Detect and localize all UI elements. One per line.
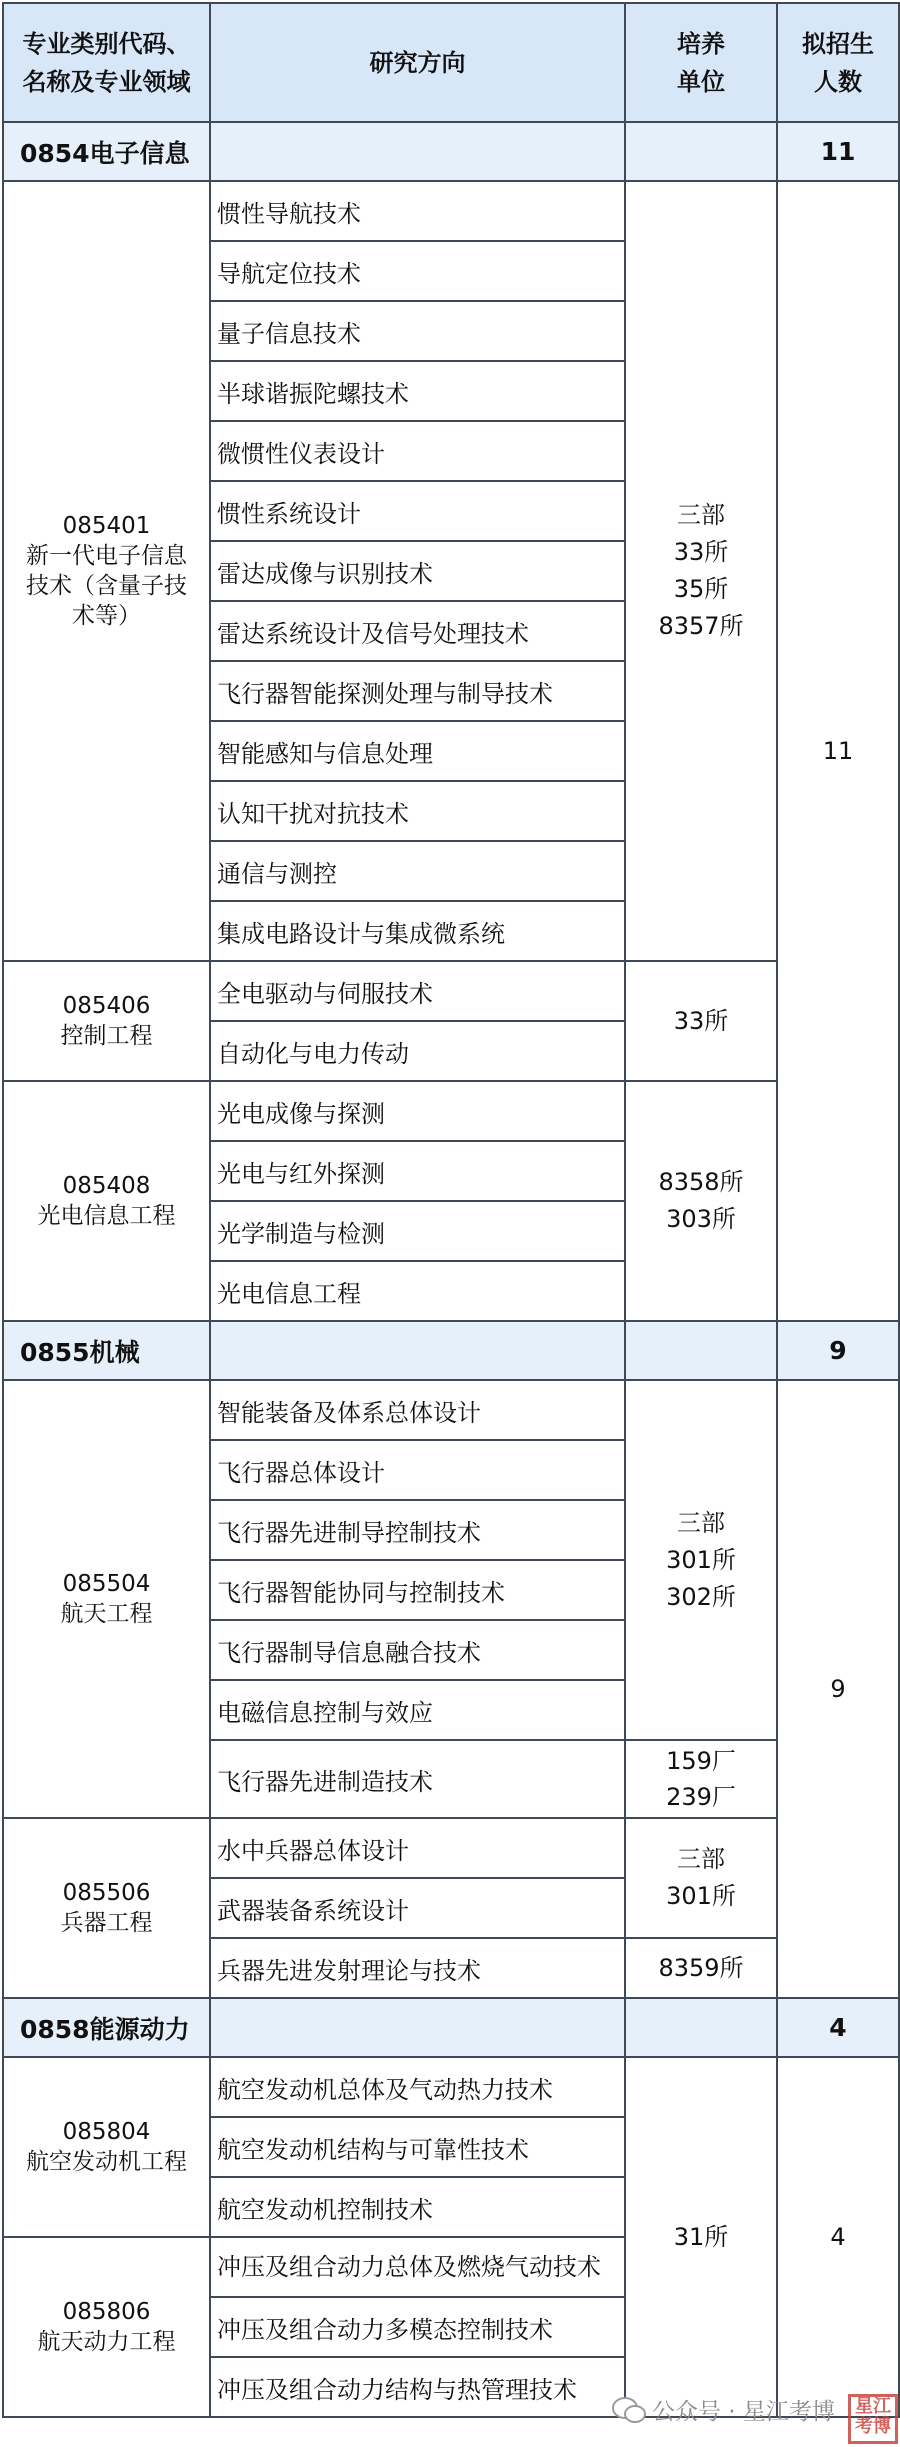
research-direction: 惯性系统设计 (210, 481, 625, 541)
research-direction: 冲压及组合动力多模态控制技术 (210, 2297, 625, 2357)
research-direction: 雷达成像与识别技术 (210, 541, 625, 601)
enrollment-count: 11 (777, 181, 899, 1321)
table-row (3, 1818, 899, 1878)
research-direction: 全电驱动与伺服技术 (210, 961, 625, 1021)
section-count: 4 (777, 1998, 899, 2057)
field-085506: 085506 兵器工程 (3, 1818, 210, 1998)
section-count: 9 (777, 1321, 899, 1380)
research-direction: 微惯性仪表设计 (210, 421, 625, 481)
field-085401: 085401 新一代电子信息 技术（含量子技 术等） (3, 181, 210, 961)
section-row-0854 (3, 122, 899, 181)
training-unit: 33所 (625, 961, 777, 1081)
enrollment-table (2, 2, 900, 2418)
header-field: 专业类别代码、 名称及专业领域 (3, 3, 210, 122)
table-row (3, 1380, 899, 1440)
research-direction: 电磁信息控制与效应 (210, 1680, 625, 1740)
research-direction: 量子信息技术 (210, 301, 625, 361)
research-direction: 航空发动机结构与可靠性技术 (210, 2117, 625, 2177)
training-unit: 三部 33所 35所 8357所 (625, 181, 777, 961)
table-row (3, 1081, 899, 1141)
field-085408: 085408 光电信息工程 (3, 1081, 210, 1321)
table-row (3, 181, 899, 241)
research-direction: 飞行器先进制造技术 (210, 1740, 625, 1818)
wechat-watermark (612, 2384, 835, 2434)
section-empty-cell (625, 1998, 777, 2057)
training-unit: 159厂 239厂 (625, 1740, 777, 1818)
research-direction: 半球谐振陀螺技术 (210, 361, 625, 421)
research-direction: 认知干扰对抗技术 (210, 781, 625, 841)
research-direction: 光电信息工程 (210, 1261, 625, 1321)
research-direction: 飞行器总体设计 (210, 1440, 625, 1500)
wechat-icon (612, 2395, 646, 2423)
section-empty-cell (210, 1321, 625, 1380)
section-name: 0854电子信息 (3, 122, 210, 181)
enrollment-count: 4 (777, 2057, 899, 2417)
research-direction: 兵器先进发射理论与技术 (210, 1938, 625, 1998)
field-085504: 085504 航天工程 (3, 1380, 210, 1818)
training-unit: 31所 (625, 2057, 777, 2417)
research-direction: 飞行器智能协同与控制技术 (210, 1560, 625, 1620)
field-085804: 085804 航空发动机工程 (3, 2057, 210, 2237)
section-empty-cell (625, 122, 777, 181)
section-row-0858 (3, 1998, 899, 2057)
header-unit: 培养 单位 (625, 3, 777, 122)
watermark-text: 公众号 · 星江考博 (652, 2398, 835, 2425)
research-direction: 集成电路设计与集成微系统 (210, 901, 625, 961)
section-name: 0858能源动力 (3, 1998, 210, 2057)
training-unit: 8359所 (625, 1938, 777, 1998)
research-direction: 飞行器智能探测处理与制导技术 (210, 661, 625, 721)
enrollment-count: 9 (777, 1380, 899, 1998)
research-direction: 智能感知与信息处理 (210, 721, 625, 781)
research-direction: 武器装备系统设计 (210, 1878, 625, 1938)
header-direction: 研究方向 (210, 3, 625, 122)
research-direction: 自动化与电力传动 (210, 1021, 625, 1081)
research-direction: 航空发动机总体及气动热力技术 (210, 2057, 625, 2117)
section-row-0855 (3, 1321, 899, 1380)
research-direction: 雷达系统设计及信号处理技术 (210, 601, 625, 661)
section-name: 0855机械 (3, 1321, 210, 1380)
section-count: 11 (777, 122, 899, 181)
field-085806: 085806 航天动力工程 (3, 2237, 210, 2417)
training-unit: 三部 301所 302所 (625, 1380, 777, 1740)
research-direction: 惯性导航技术 (210, 181, 625, 241)
seal-stamp: 星江 考博 (848, 2394, 898, 2444)
research-direction: 光电与红外探测 (210, 1141, 625, 1201)
research-direction: 通信与测控 (210, 841, 625, 901)
training-unit: 三部 301所 (625, 1818, 777, 1938)
table-row (3, 2057, 899, 2117)
training-unit: 8358所 303所 (625, 1081, 777, 1321)
table-header-row (3, 3, 899, 122)
header-count: 拟招生 人数 (777, 3, 899, 122)
research-direction: 航空发动机控制技术 (210, 2177, 625, 2237)
research-direction: 冲压及组合动力结构与热管理技术 (210, 2357, 625, 2417)
table-row (3, 961, 899, 1021)
research-direction: 导航定位技术 (210, 241, 625, 301)
research-direction: 水中兵器总体设计 (210, 1818, 625, 1878)
section-empty-cell (625, 1321, 777, 1380)
section-empty-cell (210, 1998, 625, 2057)
research-direction: 冲压及组合动力总体及燃烧气动技术 (210, 2237, 625, 2297)
research-direction: 智能装备及体系总体设计 (210, 1380, 625, 1440)
research-direction: 飞行器先进制导控制技术 (210, 1500, 625, 1560)
field-085406: 085406 控制工程 (3, 961, 210, 1081)
research-direction: 光电成像与探测 (210, 1081, 625, 1141)
research-direction: 飞行器制导信息融合技术 (210, 1620, 625, 1680)
research-direction: 光学制造与检测 (210, 1201, 625, 1261)
section-empty-cell (210, 122, 625, 181)
